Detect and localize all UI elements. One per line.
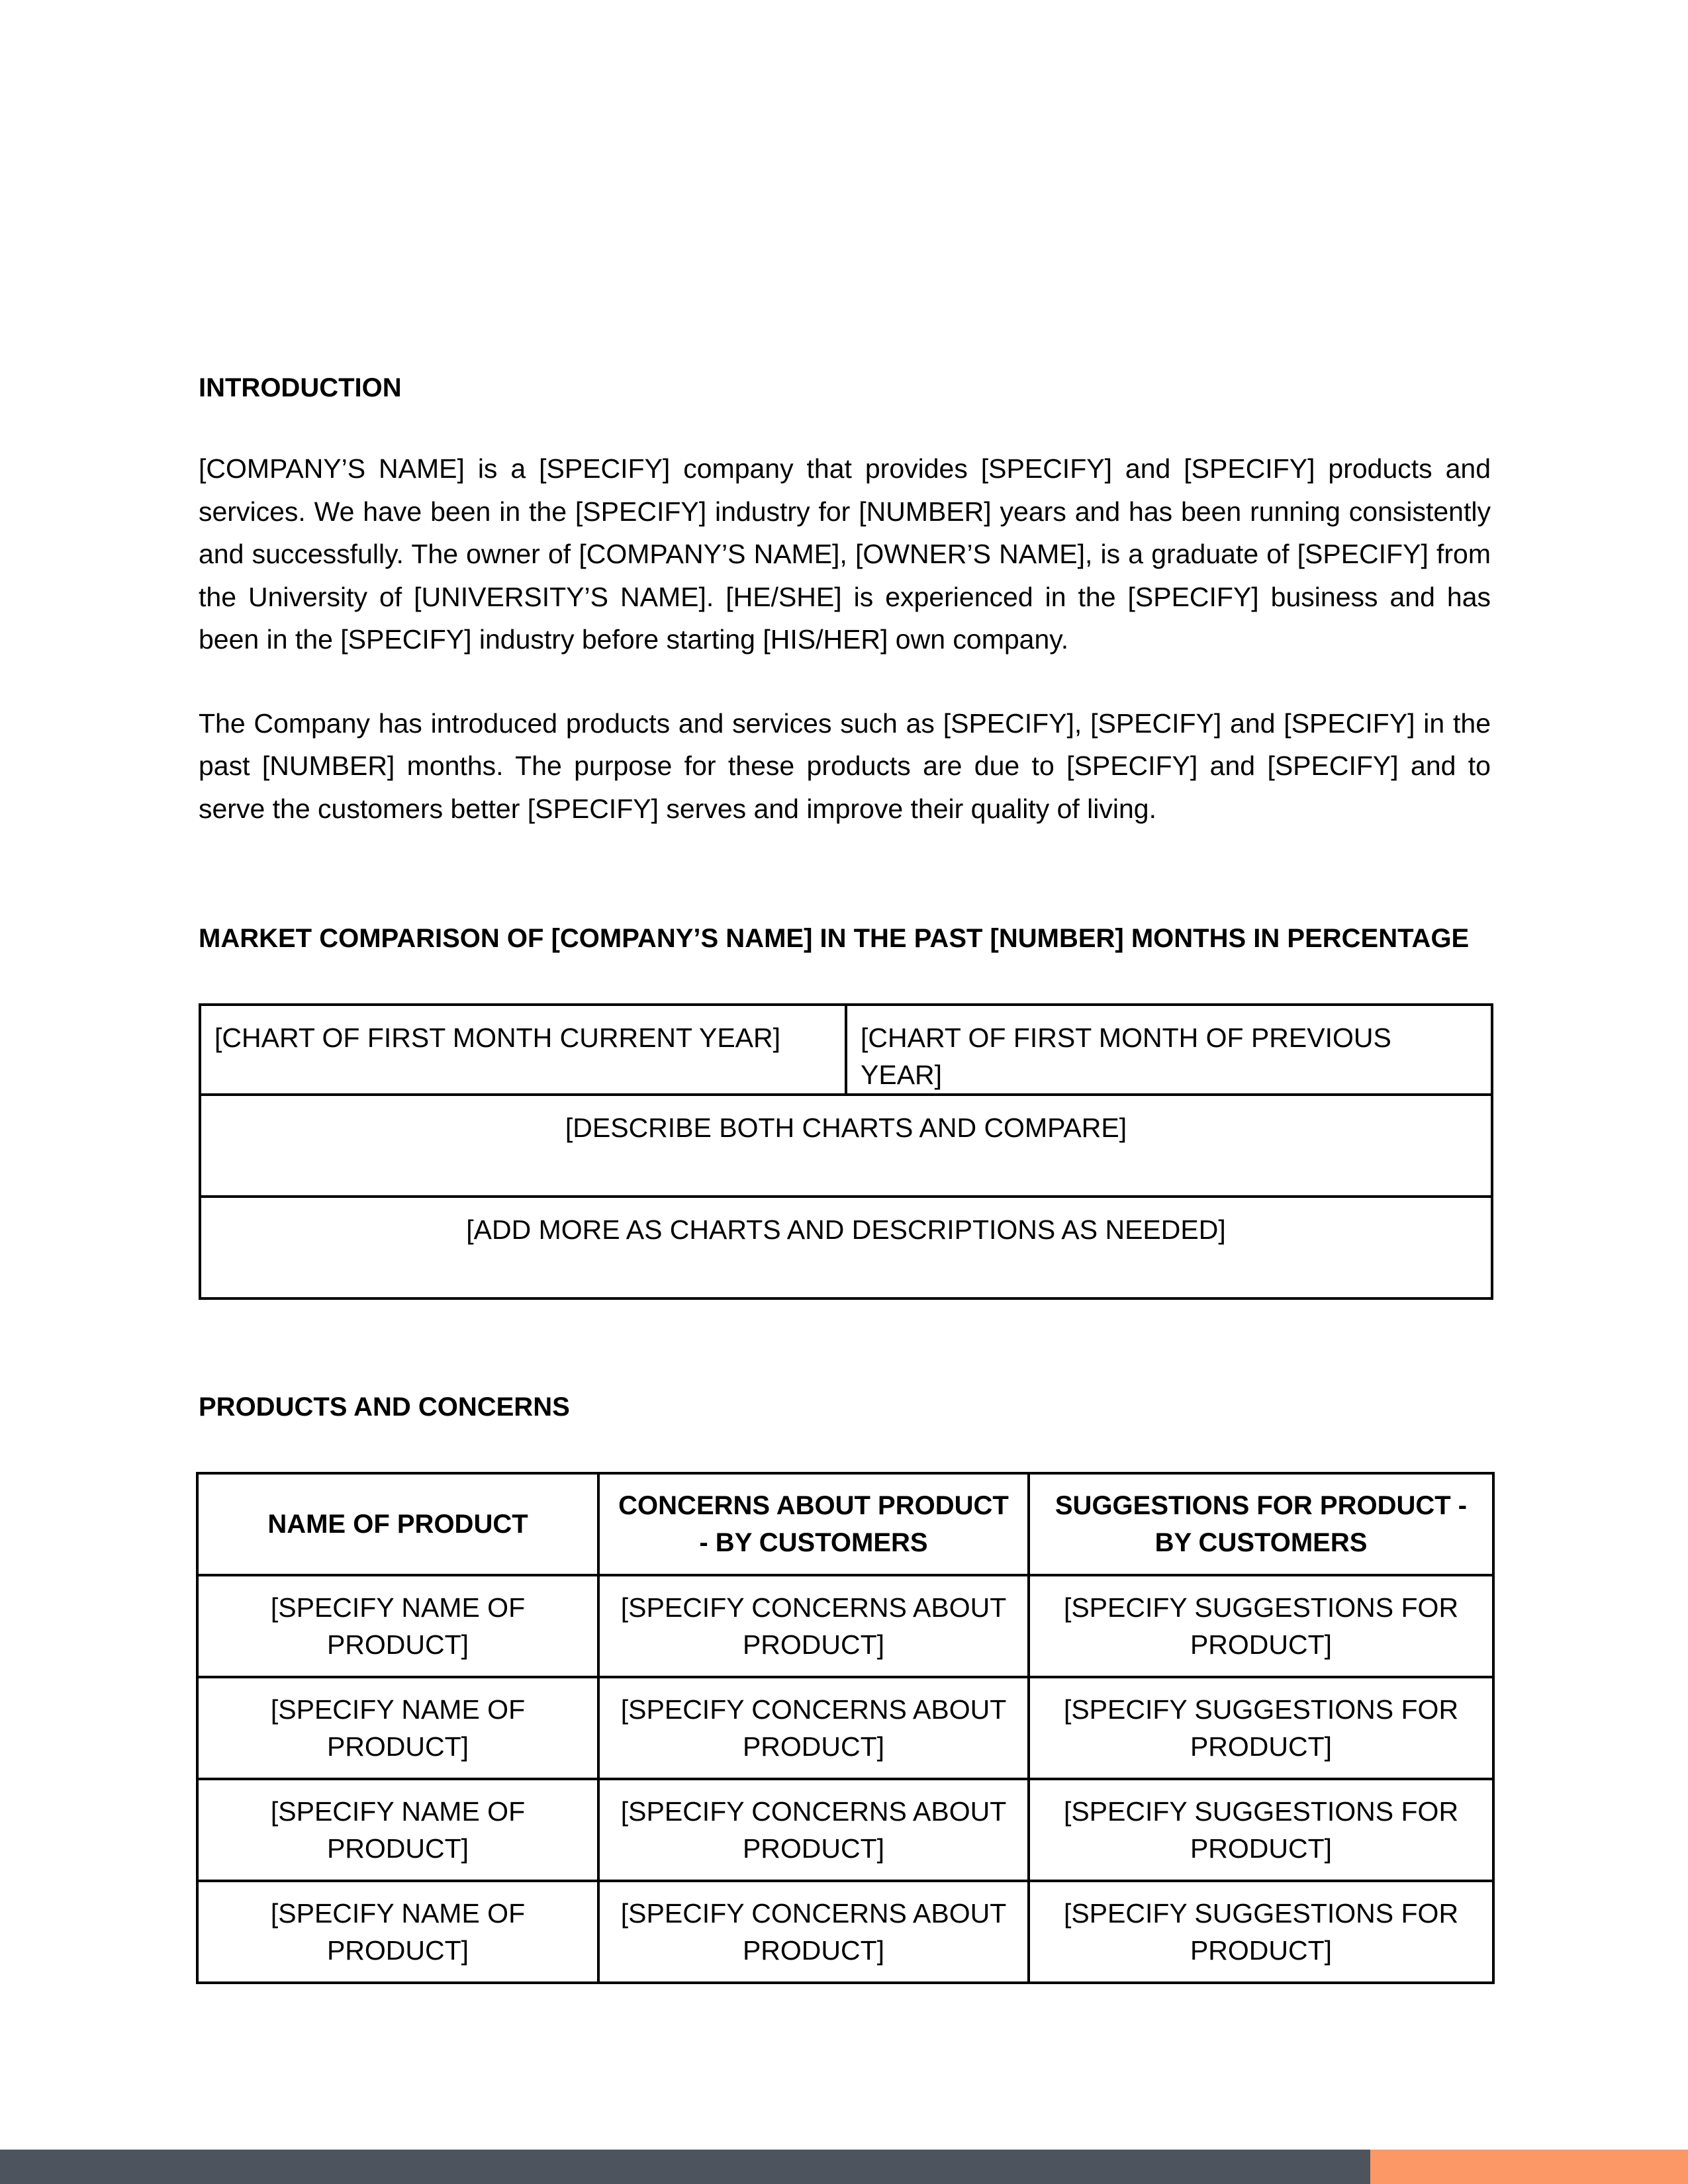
product-name-cell: [SPECIFY NAME OF PRODUCT] [197, 1881, 598, 1983]
product-concerns-cell: [SPECIFY CONCERNS ABOUT PRODUCT] [598, 1575, 1029, 1677]
table-row [200, 1095, 1492, 1197]
introduction-heading: INTRODUCTION [199, 373, 402, 402]
product-name-cell: [SPECIFY NAME OF PRODUCT] [197, 1779, 598, 1881]
products-concerns-heading: PRODUCTS AND CONCERNS [199, 1392, 570, 1422]
chart-previous-year-cell: [CHART OF FIRST MONTH OF PREVIOUS YEAR] [846, 1005, 1492, 1095]
products-concerns-table [196, 1472, 1495, 1984]
market-comparison-heading: MARKET COMPARISON OF [COMPANY’S NAME] IN THE PAST [NUMBER] MONTHS IN PERCENTAGE [199, 924, 1470, 953]
product-concerns-cell: [SPECIFY CONCERNS ABOUT PRODUCT] [598, 1881, 1029, 1983]
document-page [199, 369, 1491, 1984]
table-row [197, 1881, 1493, 1983]
footer-accent-bar [1370, 2150, 1688, 2184]
product-suggestions-cell: [SPECIFY SUGGESTIONS FOR PRODUCT] [1029, 1575, 1493, 1677]
product-name-cell: [SPECIFY NAME OF PRODUCT] [197, 1677, 598, 1779]
table-header-row [197, 1473, 1493, 1575]
footer-bar [0, 2150, 1370, 2184]
product-concerns-cell: [SPECIFY CONCERNS ABOUT PRODUCT] [598, 1779, 1029, 1881]
column-header-concerns: CONCERNS ABOUT PRODUCT - BY CUSTOMERS [598, 1473, 1029, 1575]
product-concerns-cell: [SPECIFY CONCERNS ABOUT PRODUCT] [598, 1677, 1029, 1779]
chart-current-year-cell: [CHART OF FIRST MONTH CURRENT YEAR] [200, 1005, 846, 1095]
product-suggestions-cell: [SPECIFY SUGGESTIONS FOR PRODUCT] [1029, 1677, 1493, 1779]
product-suggestions-cell: [SPECIFY SUGGESTIONS FOR PRODUCT] [1029, 1881, 1493, 1983]
column-header-suggestions: SUGGESTIONS FOR PRODUCT - BY CUSTOMERS [1029, 1473, 1493, 1575]
market-comparison-table [199, 1003, 1493, 1300]
table-row [197, 1677, 1493, 1779]
table-row [197, 1575, 1493, 1677]
introduction-paragraph-2: The Company has introduced products and services such as [SPECIFY], [SPECIFY] and [SPECIFY] in the past [NUMBER] months. The purpose for these products are due to [SPECIFY] and [SPECIFY] and to serve the customers better [SPECIFY] serves and improve their quality of living. [199, 707, 1491, 824]
describe-charts-cell: [DESCRIBE BOTH CHARTS AND COMPARE] [200, 1095, 1492, 1197]
product-suggestions-cell: [SPECIFY SUGGESTIONS FOR PRODUCT] [1029, 1779, 1493, 1881]
add-more-cell: [ADD MORE AS CHARTS AND DESCRIPTIONS AS NEEDED] [200, 1197, 1492, 1298]
column-header-name-of-product: NAME OF PRODUCT [197, 1473, 598, 1575]
table-row [200, 1005, 1492, 1095]
product-name-cell: [SPECIFY NAME OF PRODUCT] [197, 1575, 598, 1677]
table-row [200, 1197, 1492, 1298]
introduction-paragraph-1: [COMPANY’S NAME] is a [SPECIFY] company that provides [SPECIFY] and [SPECIFY] products and services. We have been in the [SPECIFY] industry for [NUMBER] years and has been running consistently and successfully. The owner of [COMPANY’S NAME], [OWNER’S NAME], is a graduate of [SPECIFY] from the University of [UNIVERSITY’S NAME]. [HE/SHE] is experienced in the [SPECIFY] business and has been in the [SPECIFY] industry before starting [HIS/HER] own company. [199, 453, 1491, 655]
table-row [197, 1779, 1493, 1881]
